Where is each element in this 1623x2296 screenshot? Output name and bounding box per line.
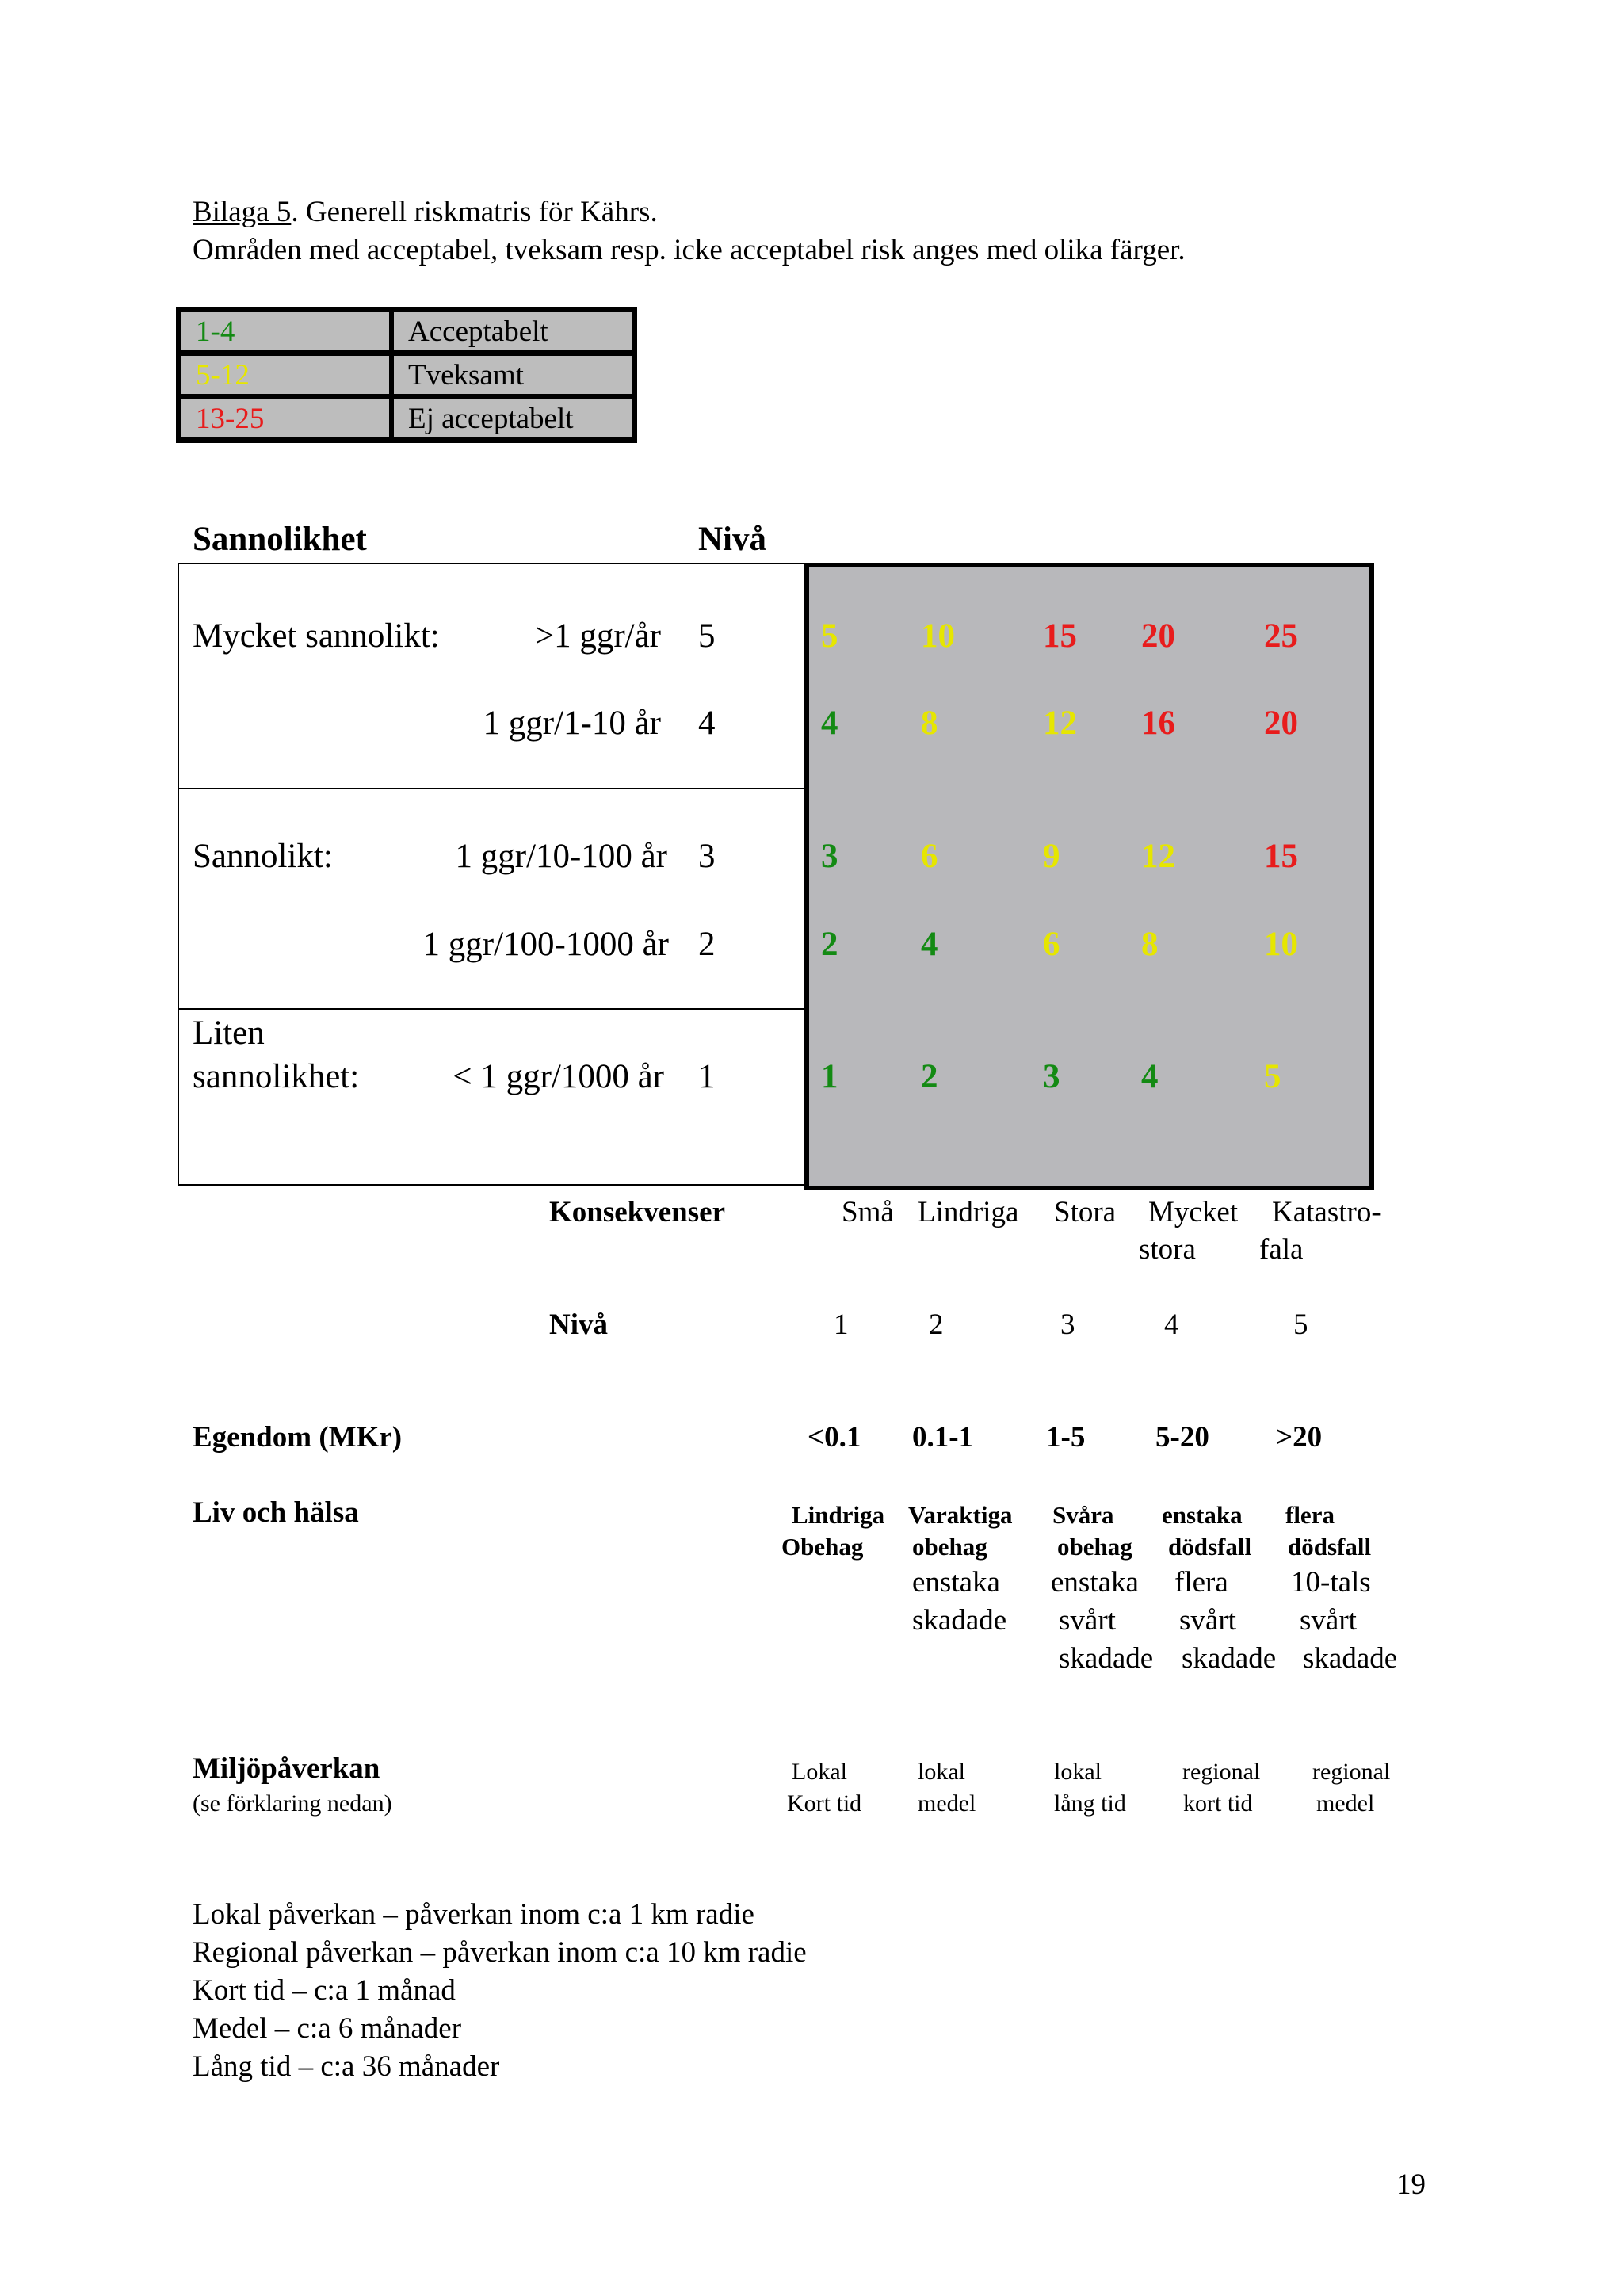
matrix-cell: 12 [1043,705,1077,742]
category-likely: Sannolikt: [193,838,333,875]
matrix-cell: 12 [1141,838,1175,875]
health-c3-l5: skadade [1059,1642,1154,1675]
property-label: Egendom (MKr) [193,1421,403,1454]
category-very-likely: Mycket sannolikt: [193,617,440,655]
health-c4-l4: svårt [1179,1604,1236,1637]
consequence-5-line2: fala [1259,1233,1304,1266]
matrix-cell: 6 [921,838,938,875]
health-c5-l5: skadade [1303,1642,1398,1675]
env-c2-l1: lokal [918,1759,965,1785]
legend-range-unacceptable: 13-25 [181,399,389,437]
matrix-cell: 1 [821,1058,838,1095]
health-c3-l4: svårt [1059,1604,1116,1637]
env-c5-l2: medel [1316,1790,1375,1817]
health-c3-l3: enstaka [1051,1566,1139,1599]
matrix-cell: 6 [1043,926,1060,963]
health-c4-l2: dödsfall [1168,1533,1252,1561]
category-small-line1: Liten [193,1014,265,1052]
environment-label: Miljöpåverkan [193,1752,380,1785]
property-value-3: 1-5 [1046,1421,1086,1454]
freq-level-1: < 1 ggr/1000 år [453,1058,664,1095]
health-c5-l1: flera [1285,1501,1335,1529]
health-c5-l4: svårt [1300,1604,1357,1637]
consequence-4-line2: stora [1139,1233,1196,1266]
legend-range-acceptable: 1-4 [181,312,389,350]
matrix-cell: 20 [1264,705,1298,742]
freq-level-4: 1 ggr/1-10 år [483,705,661,742]
note-line: Lång tid – c:a 36 månader [193,2050,500,2083]
matrix-cell: 5 [1264,1058,1281,1095]
consequences-label: Konsekvenser [549,1196,725,1228]
level-header: Nivå [698,521,766,558]
matrix-cell: 15 [1043,617,1077,655]
health-c3-l2: obehag [1057,1533,1132,1561]
legend-label-doubtful: Tveksamt [394,356,632,394]
row-divider [178,1008,806,1010]
property-value-2: 0.1-1 [912,1421,974,1454]
matrix-cell: 10 [1264,926,1298,963]
matrix-cell: 3 [1043,1058,1060,1095]
matrix-cell: 9 [1043,838,1060,875]
legend-range-doubtful: 5-12 [181,356,389,394]
matrix-cell: 5 [821,617,838,655]
probability-header: Sannolikhet [193,521,367,558]
env-c2-l2: medel [918,1790,976,1817]
legend-label-unacceptable: Ej acceptabelt [394,399,632,437]
matrix-cell: 4 [821,705,838,742]
env-c4-l2: kort tid [1183,1790,1253,1817]
note-line: Kort tid – c:a 1 månad [193,1974,456,2007]
page-number: 19 [1396,2168,1426,2201]
freq-level-5: >1 ggr/år [534,617,661,655]
health-c4-l5: skadade [1182,1642,1277,1675]
risk-matrix [804,563,1374,1190]
matrix-cell: 2 [821,926,838,963]
health-c2-l3: enstaka [912,1566,1000,1599]
consequence-5-line1: Katastro- [1272,1196,1381,1228]
health-c4-l1: enstaka [1162,1501,1243,1529]
note-line: Regional påverkan – påverkan inom c:a 10 km radie [193,1936,807,1969]
matrix-cell: 8 [1141,926,1159,963]
consequence-3: Stora [1054,1196,1117,1228]
env-c5-l1: regional [1312,1759,1391,1785]
level-5: 5 [698,617,716,655]
consequence-4-line1: Mycket [1148,1196,1239,1228]
matrix-cell: 4 [921,926,938,963]
property-value-5: >20 [1276,1421,1323,1454]
health-label: Liv och hälsa [193,1496,359,1529]
legend-label-acceptable: Acceptabelt [394,312,632,350]
health-c5-l2: dödsfall [1288,1533,1372,1561]
matrix-cell: 10 [921,617,955,655]
health-c3-l1: Svåra [1052,1501,1114,1529]
health-c1-l2: Obehag [781,1533,864,1561]
matrix-cell: 3 [821,838,838,875]
matrix-cell: 2 [921,1058,938,1095]
row-divider [178,788,806,789]
level-3: 3 [698,838,716,875]
environment-sublabel: (se förklaring nedan) [193,1790,392,1817]
level-1: 1 [698,1058,716,1095]
title-rest: . Generell riskmatris för Kährs. [291,196,658,228]
consequence-level-2: 2 [929,1308,944,1341]
health-c5-l3: 10-tals [1291,1566,1371,1599]
matrix-cell: 20 [1141,617,1175,655]
bilaga-link-text: Bilaga 5 [193,196,292,228]
freq-level-2: 1 ggr/100-1000 år [422,926,669,963]
health-c2-l2: obehag [912,1533,987,1561]
matrix-cell: 8 [921,705,938,742]
level-2: 2 [698,926,716,963]
document-title [193,193,658,231]
health-c1-l1: Lindriga [792,1501,885,1529]
property-value-1: <0.1 [808,1421,861,1454]
health-c2-l4: skadade [912,1604,1007,1637]
property-value-4: 5-20 [1155,1421,1209,1454]
matrix-cell: 16 [1141,705,1175,742]
matrix-cell: 15 [1264,838,1298,875]
consequence-level-label: Nivå [549,1308,608,1341]
env-c1-l2: Kort tid [787,1790,862,1817]
level-4: 4 [698,705,716,742]
consequence-level-4: 4 [1164,1308,1179,1341]
consequence-level-1: 1 [834,1308,849,1341]
note-line: Medel – c:a 6 månader [193,2012,462,2045]
matrix-cell: 25 [1264,617,1298,655]
matrix-cell: 4 [1141,1058,1159,1095]
freq-level-3: 1 ggr/10-100 år [455,838,667,875]
health-c4-l3: flera [1174,1566,1228,1599]
env-c3-l1: lokal [1054,1759,1102,1785]
env-c1-l1: Lokal [792,1759,847,1785]
env-c4-l1: regional [1182,1759,1261,1785]
env-c3-l2: lång tid [1054,1790,1126,1817]
health-c2-l1: Varaktiga [908,1501,1013,1529]
note-line: Lokal påverkan – påverkan inom c:a 1 km radie [193,1898,754,1931]
risk-legend-table [176,307,637,443]
consequence-2: Lindriga [918,1196,1019,1228]
consequence-1: Små [842,1196,894,1228]
consequence-level-3: 3 [1060,1308,1075,1341]
category-small-line2: sannolikhet: [193,1058,360,1095]
consequence-level-5: 5 [1293,1308,1308,1341]
intro-description: Områden med acceptabel, tveksam resp. icke acceptabel risk anges med olika färger. [193,234,1186,266]
